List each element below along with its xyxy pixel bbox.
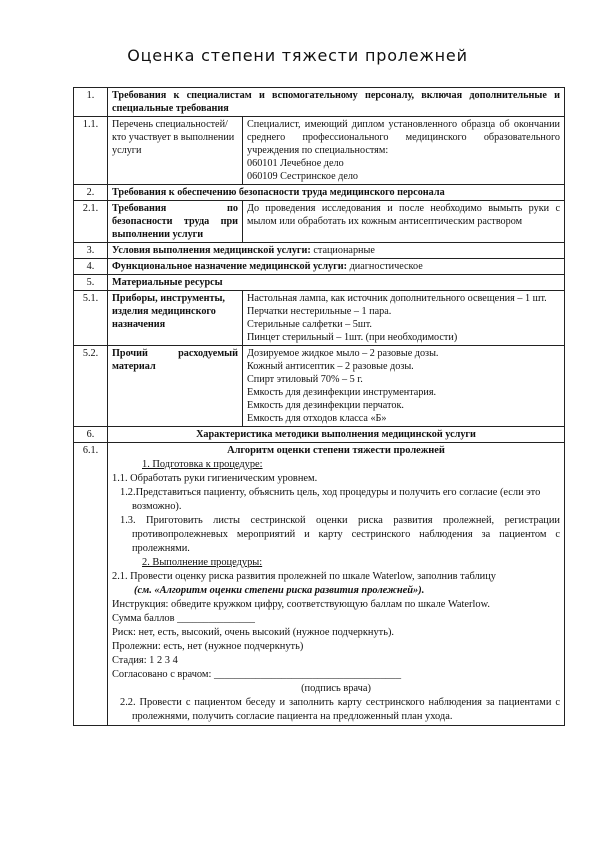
section-heading: Характеристика методики выполнения медицинской услуги (108, 427, 565, 443)
row-content (108, 259, 565, 275)
step-heading: 2. Выполнение процедуры: (142, 557, 263, 568)
table-row (74, 117, 565, 185)
row-value: диагностическое (347, 261, 423, 272)
instruction-text: Инструкция: обведите кружком цифру, соответствующую баллам по шкале Waterlow. (112, 599, 491, 610)
section-heading: Материальные ресурсы (108, 275, 565, 291)
resource-item: Емкость для дезинфекции инструментария. (247, 387, 437, 398)
row-label: Требования по безопасности труда при выполнении услуги (108, 201, 243, 243)
signature-caption: (подпись врача) (301, 683, 371, 694)
row-number: 3. (74, 243, 108, 259)
resource-item: Емкость для отходов класса «Б» (247, 413, 387, 424)
bedsores-field: Пролежни: есть, нет (нужное подчеркнуть) (112, 641, 304, 652)
step-reference: (см. «Алгоритм оценки степени риска развития пролежней»). (134, 585, 425, 596)
sum-field: Сумма баллов _______________ (112, 613, 256, 624)
row-value: стационарные (310, 245, 375, 256)
table-row (74, 185, 565, 201)
risk-field: Риск: нет, есть, высокий, очень высокий (нужное подчеркнуть). (112, 627, 395, 638)
algorithm-heading: Алгоритм оценки степени тяжести пролежней (227, 445, 445, 456)
row-number: 5. (74, 275, 108, 291)
resource-item: Кожный антисептик – 2 разовые дозы. (247, 361, 414, 372)
row-content: До проведения исследования и после необходимо вымыть руки с мылом или обработать их кожным антисептическим раствором (243, 201, 565, 243)
agreed-field: Согласовано с врачом: ____________________________________ (112, 669, 402, 680)
row-content (243, 117, 565, 185)
row-number: 6. (74, 427, 108, 443)
row-content (243, 346, 565, 427)
table-row (74, 243, 565, 259)
step-item: 1.2.Представиться пациенту, объяснить цель, ход процедуры и получить его согласие (если это возможно). (120, 487, 541, 512)
section-heading: Требования к специалистам и вспомогательному персоналу, включая дополнительные и специальные требования (108, 88, 565, 117)
row-label: Перечень специальностей/кто участвует в выполнении услуги (108, 117, 243, 185)
table-row (74, 201, 565, 243)
row-number: 1. (74, 88, 108, 117)
table-row (74, 443, 565, 726)
resource-item: Дозируемое жидкое мыло – 2 разовые дозы. (247, 348, 439, 359)
specialty-item: 060101 Лечебное дело (247, 158, 344, 169)
content-text: Специалист, имеющий диплом установленного образца об окончании среднего профессионального медицинского образовательного учреждения по специальностям: (247, 119, 560, 156)
table-row (74, 259, 565, 275)
table-row (74, 291, 565, 346)
row-label: Функциональное назначение медицинской услуги: (112, 261, 348, 272)
section-heading: Требования к обеспечению безопасности труда медицинского персонала (108, 185, 565, 201)
row-content (243, 291, 565, 346)
row-number: 6.1. (74, 443, 108, 726)
step-text: 2.1. Провести оценку риска развития пролежней по шкале Waterlow, заполнив таблицу (112, 571, 496, 582)
row-number: 5.2. (74, 346, 108, 427)
resource-item: Перчатки нестерильные – 1 пара. (247, 306, 392, 317)
resource-item: Спирт этиловый 70% – 5 г. (247, 374, 363, 385)
step-item: 1.3. Приготовить листы сестринской оценки риска развития пролежней, регистрации противопролежневых мероприятий и карту сестринского наблюдения за пациентом с пролежнями. (120, 515, 560, 554)
row-number: 5.1. (74, 291, 108, 346)
step-item: 2.2. Провести с пациентом беседу и заполнить карту сестринского наблюдения за пациентами с пролежнями, получить согласие пациента на предложенный план ухода. (120, 697, 560, 722)
resource-item: Стерильные салфетки – 5шт. (247, 319, 372, 330)
table-row (74, 427, 565, 443)
specialty-item: 060109 Сестринское дело (247, 171, 359, 182)
row-label: Прочий расходуемый материал (108, 346, 243, 427)
table-row (74, 88, 565, 117)
row-number: 1.1. (74, 117, 108, 185)
step-item (112, 570, 560, 598)
service-table (73, 87, 565, 726)
row-number: 2.1. (74, 201, 108, 243)
algorithm-content (108, 443, 565, 726)
step-item: 1.1. Обработать руки гигиеническим уровнем. (112, 473, 318, 484)
page-title: Оценка степени тяжести пролежней (127, 46, 468, 65)
row-label: Условия выполнения медицинской услуги: (112, 245, 311, 256)
table-row (74, 346, 565, 427)
resource-item: Емкость для дезинфекции перчаток. (247, 400, 404, 411)
resource-item: Настольная лампа, как источник дополнительного освещения – 1 шт. (247, 293, 547, 304)
resource-item: Пинцет стерильный – 1шт. (при необходимости) (247, 332, 458, 343)
stage-field: Стадия: 1 2 3 4 (112, 655, 178, 666)
row-label: Приборы, инструменты, изделия медицинского назначения (108, 291, 243, 346)
row-number: 2. (74, 185, 108, 201)
step-heading: 1. Подготовка к процедуре: (142, 459, 263, 470)
table-row (74, 275, 565, 291)
row-number: 4. (74, 259, 108, 275)
row-content (108, 243, 565, 259)
